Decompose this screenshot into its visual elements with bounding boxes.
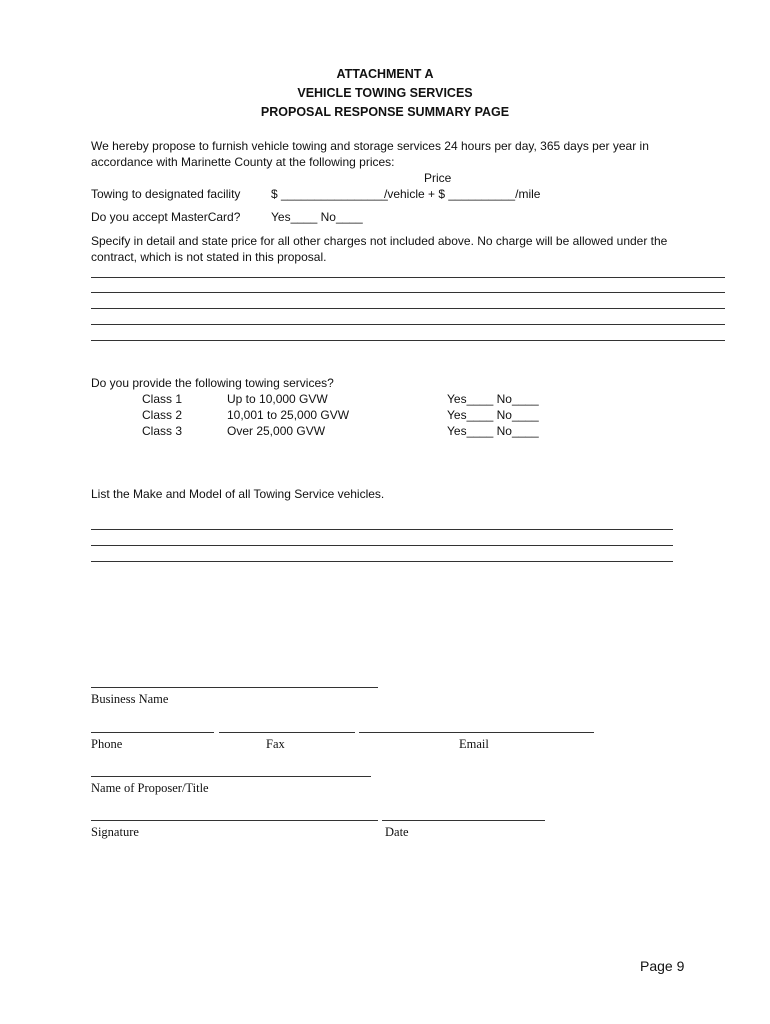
towing-label: Towing to designated facility xyxy=(91,187,241,201)
services-question: Do you provide the following towing services? xyxy=(91,376,334,390)
phone-label: Phone xyxy=(91,737,123,751)
price-header: Price xyxy=(424,171,452,185)
class-label: Class 1 xyxy=(142,392,183,406)
fax-label: Fax xyxy=(266,737,285,751)
charges-answer-line[interactable] xyxy=(91,292,725,293)
page-number: Page 9 xyxy=(640,958,685,974)
class-options[interactable]: Yes____ No____ xyxy=(447,408,539,422)
date-label: Date xyxy=(385,825,409,839)
signature-line[interactable] xyxy=(91,820,378,821)
other-charges-line-1: Specify in detail and state price for all other charges not included above. No charge will be allowed under the xyxy=(91,234,668,248)
class-options[interactable]: Yes____ No____ xyxy=(447,424,539,438)
vehicles-answer-line[interactable] xyxy=(91,545,673,546)
vehicles-prompt: List the Make and Model of all Towing Service vehicles. xyxy=(91,487,385,501)
towing-per-mile-field[interactable]: /vehicle + $ __________/mile xyxy=(384,187,541,201)
signature-label: Signature xyxy=(91,825,139,839)
class-label: Class 2 xyxy=(142,408,183,422)
vehicles-answer-line[interactable] xyxy=(91,561,673,562)
class-options[interactable]: Yes____ No____ xyxy=(447,392,539,406)
business-name-label: Business Name xyxy=(91,692,169,706)
intro-line-1: We hereby propose to furnish vehicle towing and storage services 24 hours per day, 365 days per year in xyxy=(91,139,649,153)
attachment-title: ATTACHMENT A xyxy=(336,67,434,81)
proposer-line[interactable] xyxy=(91,776,371,777)
charges-answer-line[interactable] xyxy=(91,308,725,309)
charges-answer-line[interactable] xyxy=(91,324,725,325)
business-name-line[interactable] xyxy=(91,687,378,688)
intro-line-2: accordance with Marinette County at the following prices: xyxy=(91,155,395,169)
fax-line[interactable] xyxy=(219,732,355,733)
phone-line[interactable] xyxy=(91,732,214,733)
towing-per-vehicle-field[interactable]: $ ________________ xyxy=(271,187,388,201)
charges-answer-line[interactable] xyxy=(91,340,725,341)
mastercard-options[interactable]: Yes____ No____ xyxy=(271,210,363,224)
page-title: PROPOSAL RESPONSE SUMMARY PAGE xyxy=(260,105,510,119)
class-weight: Up to 10,000 GVW xyxy=(227,392,328,406)
class-label: Class 3 xyxy=(142,424,183,438)
section-title: VEHICLE TOWING SERVICES xyxy=(297,86,473,100)
class-weight: 10,001 to 25,000 GVW xyxy=(227,408,350,422)
charges-answer-line[interactable] xyxy=(91,277,725,278)
vehicles-answer-line[interactable] xyxy=(91,529,673,530)
email-line[interactable] xyxy=(359,732,594,733)
mastercard-label: Do you accept MasterCard? xyxy=(91,210,241,224)
other-charges-line-2: contract, which is not stated in this proposal. xyxy=(91,250,327,264)
proposer-label: Name of Proposer/Title xyxy=(91,781,209,795)
email-label: Email xyxy=(459,737,489,751)
date-line[interactable] xyxy=(382,820,545,821)
class-weight: Over 25,000 GVW xyxy=(227,424,326,438)
